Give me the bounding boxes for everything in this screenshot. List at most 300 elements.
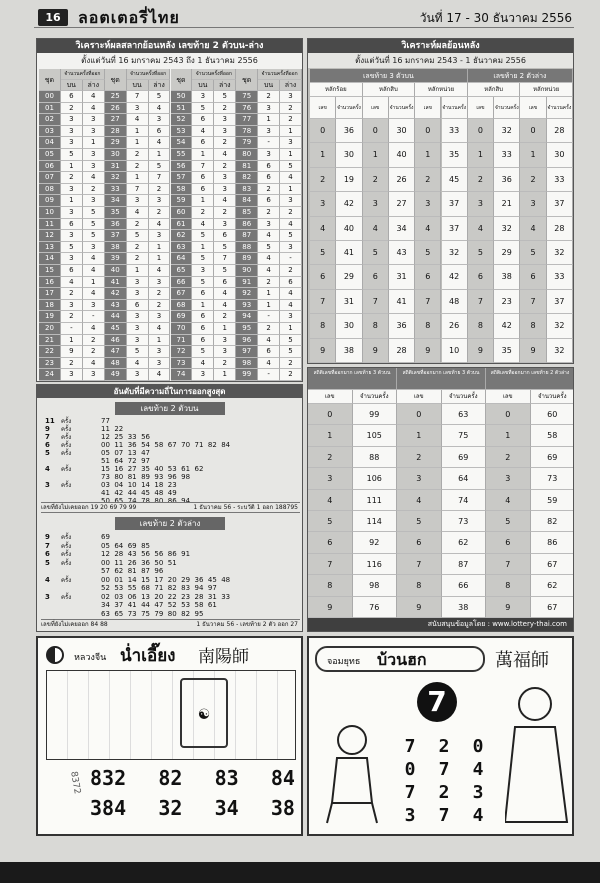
table-row-cell: 3: [127, 103, 149, 115]
frequency-unit: ครั้ง: [61, 426, 72, 433]
table-row-cell: 3: [61, 300, 83, 312]
table-row-cell: 38: [442, 597, 487, 618]
table-row-cell: 4: [214, 149, 236, 161]
table-row-cell: 89: [236, 253, 258, 265]
table-row-cell: 29: [105, 137, 127, 149]
monk-illustration: [505, 682, 574, 832]
table-row-cell: 1: [310, 143, 336, 167]
page-header: [34, 6, 574, 28]
table-row-cell: 6: [192, 172, 214, 184]
table-row-cell: 5: [192, 103, 214, 115]
table-row-cell: 9: [468, 339, 494, 363]
freq-note2: [41, 619, 300, 630]
table-row-cell: 86: [531, 532, 575, 553]
table-row-cell: 10: [39, 207, 61, 219]
table-row-cell: 8: [468, 314, 494, 338]
table-row-cell: 4: [486, 490, 531, 511]
frequency-count: 11: [45, 417, 55, 425]
table-row-cell: 5: [258, 242, 280, 254]
monk-name: น่ำเอี๊ยง: [120, 646, 176, 666]
table-row-cell: 69: [531, 447, 575, 468]
table-row-cell: 8: [486, 575, 531, 596]
frequency-unit: ครั้ง: [61, 434, 72, 441]
table-row-cell: 4: [83, 288, 105, 300]
table-row-cell: 69: [442, 447, 487, 468]
left-stats-panel: [36, 38, 303, 382]
frequency-row: [45, 417, 300, 425]
table-row-cell: 3: [83, 300, 105, 312]
table-row-cell: 32: [105, 172, 127, 184]
subgroup-header: หลักหน่วย: [520, 83, 573, 97]
table-row-cell: 4: [83, 91, 105, 103]
table-row-cell: 7: [486, 554, 531, 575]
table-row-cell: 4: [149, 219, 171, 231]
table-row-cell: 3: [214, 335, 236, 347]
table-row-cell: 6: [310, 265, 336, 289]
nam-eang-num-3: 83: [214, 766, 239, 790]
frequency-panel: [36, 384, 303, 632]
table-row-cell: 1: [149, 253, 171, 265]
table-row-cell: 19: [336, 168, 362, 192]
table-row-cell: 2: [280, 369, 302, 381]
table-row-cell: 03: [39, 126, 61, 138]
table-row-cell: 58: [531, 425, 575, 446]
table-row-cell: 4: [415, 217, 441, 241]
table-row-cell: 95: [236, 323, 258, 335]
table-row-cell: 1: [280, 184, 302, 196]
table-row-cell: 6: [192, 323, 214, 335]
table-row-cell: 62: [531, 575, 575, 596]
table-row-cell: 6: [192, 137, 214, 149]
table-row-cell: 36: [494, 168, 520, 192]
table-row-cell: 5: [397, 511, 442, 532]
table-row-cell: 3: [127, 369, 149, 381]
table-row-cell: 37: [442, 217, 468, 241]
buan-hok-digit: 7: [404, 736, 416, 757]
table-row-cell: 1: [127, 126, 149, 138]
table-row-cell: -: [280, 253, 302, 265]
table-row-cell: 1: [127, 265, 149, 277]
frequency-row: [45, 425, 300, 433]
table-row-cell: 45: [442, 168, 468, 192]
frequency-unit: ครั้ง: [61, 559, 72, 567]
top-digit-footer: สนับสนุนข้อมูลโดย : www.lottery-thai.com: [308, 618, 574, 631]
table-row-cell: 9: [520, 339, 546, 363]
table-row-cell: 26: [105, 103, 127, 115]
table-row-cell: 48: [442, 290, 468, 314]
table-row-cell: 2: [258, 323, 280, 335]
table-row-cell: 73: [442, 511, 487, 532]
table-row-cell: 4: [258, 265, 280, 277]
yin-yang-icon: [46, 646, 64, 664]
frequency-count: 4: [45, 575, 50, 584]
table-row-cell: 22: [39, 346, 61, 358]
group-header: เลขท้าย 2 ตัวล่าง: [468, 69, 573, 83]
table-row-cell: 4: [149, 323, 171, 335]
frequency-numbers: 12 28 43 56 56 86 91: [101, 550, 191, 558]
table-row-cell: 1: [520, 143, 546, 167]
table-row-cell: 31: [389, 265, 415, 289]
table-row-cell: 3: [192, 369, 214, 381]
freq-draw2: 1 ธันวาคม 56 - เลขท้าย 2 ตัว ออก 27: [196, 621, 298, 628]
table-row-cell: 3: [83, 369, 105, 381]
table-row-cell: 4: [61, 277, 83, 289]
table-row-cell: 32: [547, 241, 573, 265]
frequency-numbers: 00 11 26 36 50 51: [101, 558, 177, 567]
table-row-cell: -: [258, 311, 280, 323]
table-row-cell: 3: [214, 126, 236, 138]
table-row-cell: 4: [280, 300, 302, 312]
table-row-cell: 3: [258, 126, 280, 138]
table-row-cell: 0: [468, 119, 494, 143]
table-row-cell: 3: [468, 192, 494, 216]
table-row-cell: 07: [39, 172, 61, 184]
table-row-cell: 9: [310, 339, 336, 363]
table-row-cell: 33: [547, 265, 573, 289]
buan-hok-digit: 7: [438, 805, 450, 826]
column-header: เลข: [415, 97, 441, 119]
monk-chinese-title: 南陽師: [198, 647, 249, 667]
nam-eang-row2: [90, 796, 295, 824]
table-row-cell: 30: [547, 143, 573, 167]
frequency-row: [45, 433, 300, 441]
table-row-cell: 23: [39, 358, 61, 370]
table-row-cell: 4: [397, 490, 442, 511]
frequency-numbers: 00 11 36 54 58 67 70 71 82 84: [101, 441, 231, 449]
table-row-cell: 2: [61, 358, 83, 370]
table-row-cell: 1: [149, 149, 171, 161]
table-row-cell: 1: [149, 335, 171, 347]
right-stats-title: วิเคราะห์ผลย้อนหลัง: [308, 39, 573, 53]
table-row-cell: 32: [547, 314, 573, 338]
table-row-cell: 17: [39, 288, 61, 300]
buan-hok-digit: 0: [404, 759, 416, 780]
table-row-cell: 1: [280, 126, 302, 138]
left-stats-subtitle: ตั้งแต่วันที่ 16 มกราคม 2543 ถึง 1 ธันวาคม 2556: [81, 56, 258, 65]
subgroup-header: หลักร้อย: [310, 83, 363, 97]
table-row-cell: 88: [236, 242, 258, 254]
table-row-cell: 2: [258, 207, 280, 219]
table-row-cell: 3: [214, 219, 236, 231]
frequency-count: 6: [45, 550, 50, 558]
table-row-cell: 4: [149, 369, 171, 381]
table-row-cell: 32: [547, 339, 573, 363]
frequency-numbers: 11 22: [101, 425, 124, 433]
table-row-cell: 5: [149, 161, 171, 173]
frequency-unit: ครั้ง: [61, 542, 72, 550]
table-row-cell: 55: [171, 149, 193, 161]
table-row-cell: 98: [236, 358, 258, 370]
table-row-cell: 1: [192, 300, 214, 312]
table-row-cell: 0: [415, 119, 441, 143]
top-digit-panel: [307, 367, 574, 632]
table-row-cell: 04: [39, 137, 61, 149]
frequency-unit: ครั้ง: [61, 482, 72, 489]
table-row-cell: 8: [415, 314, 441, 338]
table-row-cell: 5: [127, 346, 149, 358]
table-row-cell: 43: [105, 300, 127, 312]
frequency-numbers: 57 62 81 87 96: [101, 567, 164, 575]
frequency-row: [45, 533, 300, 542]
table-row-cell: 9: [363, 339, 389, 363]
table-row-cell: 53: [171, 126, 193, 138]
table-row-cell: 2: [149, 184, 171, 196]
table-row-cell: 5: [214, 242, 236, 254]
table-row-cell: 62: [171, 230, 193, 242]
table-row-cell: 33: [547, 168, 573, 192]
table-row-cell: 5: [468, 241, 494, 265]
table-row-cell: 45: [105, 323, 127, 335]
monk-prefix: หลวงจีน: [74, 653, 107, 663]
table-row-cell: 41: [336, 241, 362, 265]
table-row-cell: 6: [192, 184, 214, 196]
table-row-cell: 1: [280, 149, 302, 161]
table-row-cell: 4: [192, 358, 214, 370]
table-row-cell: 1: [214, 323, 236, 335]
table-row-cell: 35: [442, 143, 468, 167]
table-row-cell: 9: [415, 339, 441, 363]
table-row-cell: 63: [442, 404, 487, 425]
table-row-cell: 3: [149, 358, 171, 370]
table-row-cell: 3: [83, 149, 105, 161]
table-row-cell: 64: [442, 468, 487, 489]
frequency-count: 6: [45, 441, 50, 449]
column-header: จำนวนครั้ง: [336, 97, 362, 119]
table-row-cell: 73: [171, 358, 193, 370]
table-row-cell: 44: [105, 311, 127, 323]
table-row-cell: 0: [363, 119, 389, 143]
table-row-cell: 111: [353, 490, 398, 511]
table-row-cell: 6: [363, 265, 389, 289]
column-header: จำนวนครั้งที่ออก: [258, 69, 302, 80]
table-row-cell: 42: [105, 288, 127, 300]
table-row-cell: 8: [308, 575, 353, 596]
table-row-cell: 84: [236, 195, 258, 207]
frequency-row: [45, 473, 300, 481]
frequency-count: 7: [45, 541, 50, 550]
table-row-cell: 3: [214, 172, 236, 184]
frequency-numbers: 77: [101, 417, 110, 425]
left-stats-title: วิเคราะห์ผลสลากย้อนหลัง เลขท้าย 2 ตัวบน-ล่าง: [37, 39, 302, 53]
table-row-cell: 2: [486, 447, 531, 468]
table-row-cell: 3: [61, 126, 83, 138]
table-row-cell: 40: [105, 265, 127, 277]
table-row-cell: 71: [171, 335, 193, 347]
table-row-cell: 105: [353, 425, 398, 446]
table-row-cell: 4: [258, 230, 280, 242]
table-row-cell: 6: [468, 265, 494, 289]
table-row-cell: 82: [531, 511, 575, 532]
table-row-cell: 85: [236, 207, 258, 219]
table-row-cell: 0: [308, 404, 353, 425]
column-header: จำนวนครั้งที่ออก: [192, 69, 236, 80]
table-row-cell: 3: [214, 114, 236, 126]
table-row-cell: 114: [353, 511, 398, 532]
table-row-cell: 66: [442, 575, 487, 596]
table-row-cell: 1: [258, 114, 280, 126]
column-header: บน: [61, 80, 83, 91]
group-header: สถิติเลขที่ออกมาก เลขท้าย 2 ตัวล่าง: [486, 368, 574, 390]
table-row-cell: 4: [149, 137, 171, 149]
table-row-cell: 3: [61, 114, 83, 126]
column-header: ล่าง: [83, 80, 105, 91]
publication-name: ลอตเตอรี่ไทย: [78, 8, 180, 27]
table-row-cell: 5: [61, 149, 83, 161]
table-row-cell: 2: [149, 288, 171, 300]
table-row-cell: 4: [258, 335, 280, 347]
table-row-cell: 1: [192, 149, 214, 161]
table-row-cell: 2: [280, 114, 302, 126]
table-row-cell: 3: [83, 114, 105, 126]
frequency-numbers: 73 80 81 89 93 96 98: [101, 473, 191, 481]
frequency-numbers: 63 65 73 75 79 80 82 95: [101, 609, 204, 618]
table-row-cell: 00: [39, 91, 61, 103]
table-row-cell: 33: [105, 184, 127, 196]
table-row-cell: 5: [61, 242, 83, 254]
frequency-unit: ครั้ง: [61, 418, 72, 425]
table-row-cell: 4: [280, 288, 302, 300]
table-row-cell: 1: [83, 277, 105, 289]
table-row-cell: 2: [214, 103, 236, 115]
table-row-cell: 3: [83, 242, 105, 254]
table-row-cell: 4: [83, 265, 105, 277]
table-row-cell: 63: [171, 242, 193, 254]
buan-hok-digit: 4: [472, 759, 484, 780]
table-row-cell: 4: [83, 172, 105, 184]
table-row-cell: 5: [214, 91, 236, 103]
column-header: ชุด: [39, 69, 61, 91]
table-row-cell: 08: [39, 184, 61, 196]
table-row-cell: 24: [39, 369, 61, 381]
table-row-cell: 87: [236, 230, 258, 242]
frequency-count: 4: [45, 465, 50, 473]
table-row-cell: 57: [171, 172, 193, 184]
table-row-cell: 7: [214, 253, 236, 265]
table-row-cell: 6: [520, 265, 546, 289]
table-row-cell: 3: [280, 311, 302, 323]
table-row-cell: 7: [520, 290, 546, 314]
table-row-cell: 3: [214, 184, 236, 196]
table-row-cell: 2: [280, 358, 302, 370]
table-row-cell: 60: [171, 207, 193, 219]
table-row-cell: 3: [280, 195, 302, 207]
frequency-count: 9: [45, 425, 50, 433]
table-row-cell: 32: [494, 119, 520, 143]
table-row-cell: 3: [192, 265, 214, 277]
column-header: ชุด: [105, 69, 127, 91]
table-row-cell: -: [258, 369, 280, 381]
warrior-name: บ้วนฮก: [377, 650, 427, 669]
table-row-cell: 8: [310, 314, 336, 338]
table-row-cell: 91: [236, 277, 258, 289]
table-row-cell: 1: [127, 137, 149, 149]
table-row-cell: 72: [171, 346, 193, 358]
table-row-cell: 6: [61, 91, 83, 103]
table-row-cell: 2: [308, 447, 353, 468]
table-row-cell: 1: [192, 195, 214, 207]
table-row-cell: 2: [520, 168, 546, 192]
table-row-cell: 0: [486, 404, 531, 425]
group-header: เลขท้าย 3 ตัวบน: [310, 69, 468, 83]
table-row-cell: 116: [353, 554, 398, 575]
table-row-cell: 6: [214, 230, 236, 242]
table-row-cell: 3: [127, 277, 149, 289]
table-row-cell: 1: [258, 300, 280, 312]
table-row-cell: 2: [280, 103, 302, 115]
table-row-cell: 3: [192, 91, 214, 103]
table-row-cell: 3: [258, 103, 280, 115]
table-row-cell: 30: [336, 143, 362, 167]
table-row-cell: 3: [280, 91, 302, 103]
table-row-cell: 2: [61, 311, 83, 323]
table-row-cell: 38: [336, 339, 362, 363]
table-row-cell: 7: [468, 290, 494, 314]
table-row-cell: 2: [310, 168, 336, 192]
warrior-chinese-title: 萬福師: [495, 650, 549, 671]
table-row-cell: 59: [171, 195, 193, 207]
table-row-cell: 20: [39, 323, 61, 335]
table-row-cell: 6: [61, 265, 83, 277]
table-row-cell: 1: [61, 161, 83, 173]
freq-section2-list: [45, 533, 300, 618]
table-row-cell: 42: [494, 314, 520, 338]
table-row-cell: 2: [214, 161, 236, 173]
table-row-cell: 3: [83, 161, 105, 173]
buan-hok-digit: 7: [404, 782, 416, 803]
table-row-cell: 32: [442, 241, 468, 265]
column-header: เลข: [520, 97, 546, 119]
image-border-bottom: [0, 862, 600, 883]
column-header: เลข: [486, 390, 531, 404]
table-row-cell: 11: [39, 219, 61, 231]
table-row-cell: 5: [280, 346, 302, 358]
nam-eang-num-1: 832: [90, 766, 127, 790]
subgroup-header: หลักสิบ: [363, 83, 416, 97]
table-row-cell: 3: [280, 242, 302, 254]
column-header: จำนวนครั้ง: [547, 97, 573, 119]
table-row-cell: 4: [83, 253, 105, 265]
table-row-cell: 7: [415, 290, 441, 314]
table-row-cell: 6: [61, 219, 83, 231]
table-row-cell: 67: [171, 288, 193, 300]
table-row-cell: 21: [494, 192, 520, 216]
table-row-cell: 6: [127, 300, 149, 312]
table-row-cell: 4: [310, 217, 336, 241]
table-row-cell: 14: [39, 253, 61, 265]
table-row-cell: 29: [336, 265, 362, 289]
table-row-cell: 80: [236, 149, 258, 161]
table-row-cell: 37: [442, 192, 468, 216]
table-row-cell: 2: [127, 242, 149, 254]
table-row-cell: 1: [363, 143, 389, 167]
buan-hok-digit: 2: [438, 736, 450, 757]
table-row-cell: 9: [397, 597, 442, 618]
table-row-cell: 1: [280, 323, 302, 335]
right-stats-subtitle: ตั้งแต่วันที่ 16 มกราคม 2543 - 1 ธันวาคม 2556: [308, 53, 573, 68]
column-header: ชุด: [236, 69, 258, 91]
frequency-numbers: 50 65 74 78 80 86 94: [101, 497, 191, 505]
frequency-numbers: 15 16 27 35 40 53 61 62: [101, 465, 204, 473]
table-row-cell: 4: [363, 217, 389, 241]
frequency-count: 3: [45, 481, 50, 489]
freq-note2-missing: เลขที่ยังไม่เคยออก 84 88: [41, 621, 108, 628]
table-row-cell: 3: [61, 253, 83, 265]
frequency-unit: ครั้ง: [61, 534, 72, 541]
buan-hok-number-grid: [395, 736, 495, 828]
table-row-cell: 33: [442, 119, 468, 143]
table-row-cell: 36: [389, 314, 415, 338]
table-row-cell: 47: [105, 346, 127, 358]
